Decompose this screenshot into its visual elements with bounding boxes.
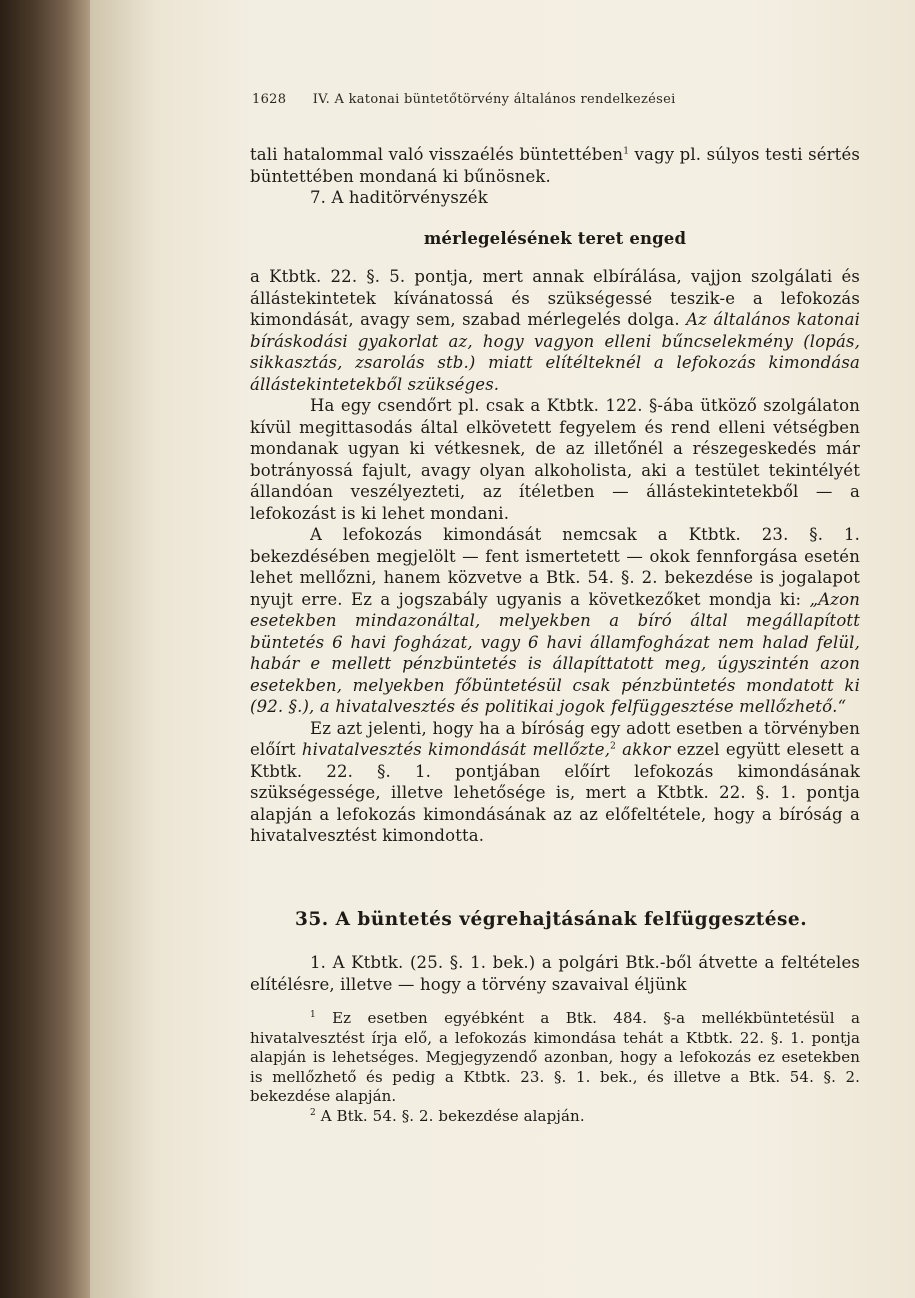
page-number: 1628 <box>252 92 287 107</box>
paragraph-section-35-1: 1. A Ktbtk. (25. §. 1. bek.) a polgári Btk.-ből átvette a feltételes elítélésre, illetve — hogy a törvény szavaival éljünk <box>250 953 860 994</box>
paragraph-continuation <box>250 144 860 187</box>
footnote-2 <box>250 1107 860 1127</box>
running-header <box>252 92 676 107</box>
paragraph-lefokozas <box>250 266 860 395</box>
italic-quote: „Azon esetekben mindazonáltal, melyekben a bíró által megállapított büntetés 6 havi fogházat, vagy 6 havi államfogházat nem halad felül, habár e mellett pénzbüntetés is állapíttatott meg, úgyszintén azon esetekben, melyekben főbüntetésül csak pénzbüntetés mondatott ki (92. §.), a hivatalvesztés és politikai jogok felfüggesztése mellőzhető.“ <box>250 589 860 716</box>
paragraph-btk-54 <box>250 524 860 718</box>
text-run: A lefokozás kimondását nemcsak a Ktbtk. 23. §. 1. bekezdésében megjelölt — fent ismertetett — okok fennforgása esetén lehet mellőzni, hanem közvetve a Btk. 54. §. 2. bekezdése is jogalapot nyujt erre. Ez a jogszabály ugyanis a következőket mondja ki: <box>250 525 860 609</box>
text-run: ezzel együtt elesett a Ktbtk. 22. §. 1. pontjában előírt lefokozás kimondásának szükségessége, illetve lehetősége is, mert a Ktbtk. 22. §. 1. pontja alapján a lefokozás kimondásának az az előfeltétele, hogy a bíróság a hivatalvesztést kimondotta. <box>250 740 860 845</box>
footnote-mark: 1 <box>310 1010 316 1020</box>
italic-text: hivatalvesztés kimondását mellőzte, <box>301 740 611 759</box>
text-run: Ez azt jelenti, hogy ha a bíróság egy adott esetben a törvényben előírt <box>250 718 860 759</box>
footnote-ref: 2 <box>610 741 616 752</box>
footnotes <box>250 1009 860 1126</box>
text-run: vagy pl. súlyos testi sértés büntettében mondaná ki bűnösnek. <box>250 145 860 186</box>
footnote-ref: 1 <box>623 146 630 157</box>
running-title: IV. A katonai büntetőtörvény általános rendelkezései <box>312 92 676 107</box>
footnote-1 <box>250 1009 860 1107</box>
text-run: tali hatalommal való visszaélés büntettében <box>250 145 624 164</box>
book-page <box>90 0 915 1298</box>
paragraph-csendor: Ha egy csendőrt pl. csak a Ktbtk. 122. §-ába ütköző szolgálaton kívül megittasodás által elkövetett fegyelem és rend elleni vétségben mondanak ugyan ki vétkesnek, de az illetőnél a részegeskedés már botrányossá fajult, avagy olyan alkoholista, aki a testület tekintélyét állandóan veszélyezteti, az ítéletben — állástekintetekből — a lefokozást is ki lehet mondani. <box>250 396 860 523</box>
text-run: a Ktbtk. 22. §. 5. pontja, mert annak elbírálása, vajjon szolgálati és állástekintetek kívánatossá és szükségessé teszik-e a lefokozás kimondását, avagy sem, szabad mérlegelés dolga. <box>250 267 860 329</box>
footnote-text: A Btk. 54. §. 2. bekezdése alapján. <box>315 1106 585 1125</box>
footnote-text: Ez esetben egyébként a Btk. 484. §-a mellékbüntetésül a hivatalvesztést írja elő, a lefokozás kimondása tehát a Ktbtk. 22. §. 1. pontja alapján is lehetséges. Megjegyzendő azonban, hogy a lefokozás ez esetekben is mellőzhető és pedig a Ktbtk. 23. §. 1. bek., és illetve a Btk. 54. §. 2. bekezdése alapján. <box>250 1009 860 1105</box>
numbered-item-7: 7. A haditörvényszék <box>310 188 488 207</box>
page-body <box>250 144 860 1126</box>
section-title: 35. A büntetés végrehajtásának felfüggesztése. <box>295 908 808 930</box>
paragraph-hivatalvesztes <box>250 718 860 847</box>
italic-text: akkor <box>616 740 671 759</box>
italic-text: Az általános katonai bíráskodási gyakorlat az, hogy vagyon elleni bűncselekmény (lopás, sikkasztás, zsarolás stb.) miatt elítélteknél a lefokozás kimondása állástekintetekből szükséges. <box>250 310 860 394</box>
footnote-mark: 2 <box>310 1107 316 1118</box>
centered-subheading: mérlegelésének teret enged <box>423 228 687 248</box>
